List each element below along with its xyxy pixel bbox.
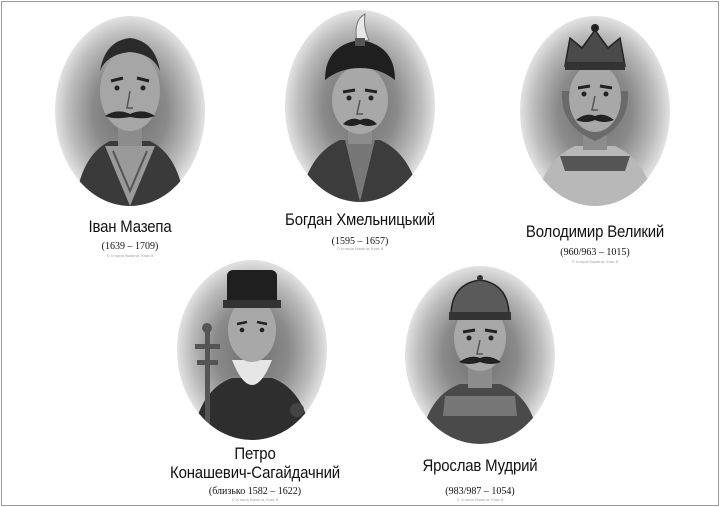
figure-dates: (1639 – 1709) xyxy=(101,241,159,252)
image-credit: © Історія України, Клас 8 xyxy=(336,247,384,251)
image-credit: © Історія України, Клас 8 xyxy=(106,254,154,258)
figure-name: Богдан Хмельницький xyxy=(285,210,435,229)
portrait-mazepa-image xyxy=(55,16,205,206)
portrait-yaroslav-image xyxy=(405,266,555,444)
portrait-khmelnytsky-image xyxy=(285,10,435,202)
portrait-volodymyr-image xyxy=(520,16,670,206)
portrait-card-sahaidachny xyxy=(160,258,350,503)
portrait-vignette xyxy=(520,16,670,206)
figure-dates: (983/987 – 1054) xyxy=(445,486,515,497)
figure-name: Іван Мазепа xyxy=(88,217,172,236)
figure-name: Ярослав Мудрий xyxy=(422,456,538,475)
image-credit: © Історія України, Клас 8 xyxy=(231,498,279,502)
portrait-sahaidachny-image xyxy=(177,260,327,440)
figure-dates: (960/963 – 1015) xyxy=(560,247,630,258)
portrait-vignette xyxy=(177,260,327,440)
portrait-card-yaroslav xyxy=(390,264,570,504)
figure-name-line2: Конашевич-Сагайдачний xyxy=(170,463,340,482)
figure-name-line1: Петро xyxy=(234,444,276,463)
portrait-vignette xyxy=(285,10,435,202)
image-credit: © Історія України, Клас 8 xyxy=(571,260,619,264)
portrait-vignette xyxy=(405,266,555,444)
figure-dates: (1595 – 1657) xyxy=(331,236,389,247)
portrait-vignette xyxy=(55,16,205,206)
image-credit: © Історія України, Клас 8 xyxy=(456,498,504,502)
portrait-card-mazepa xyxy=(50,14,210,258)
portrait-card-khmelnytsky xyxy=(280,8,440,253)
figure-dates: (близько 1582 – 1622) xyxy=(208,486,302,497)
portrait-card-volodymyr xyxy=(515,14,675,264)
figure-name: Володимир Великий xyxy=(525,222,665,241)
